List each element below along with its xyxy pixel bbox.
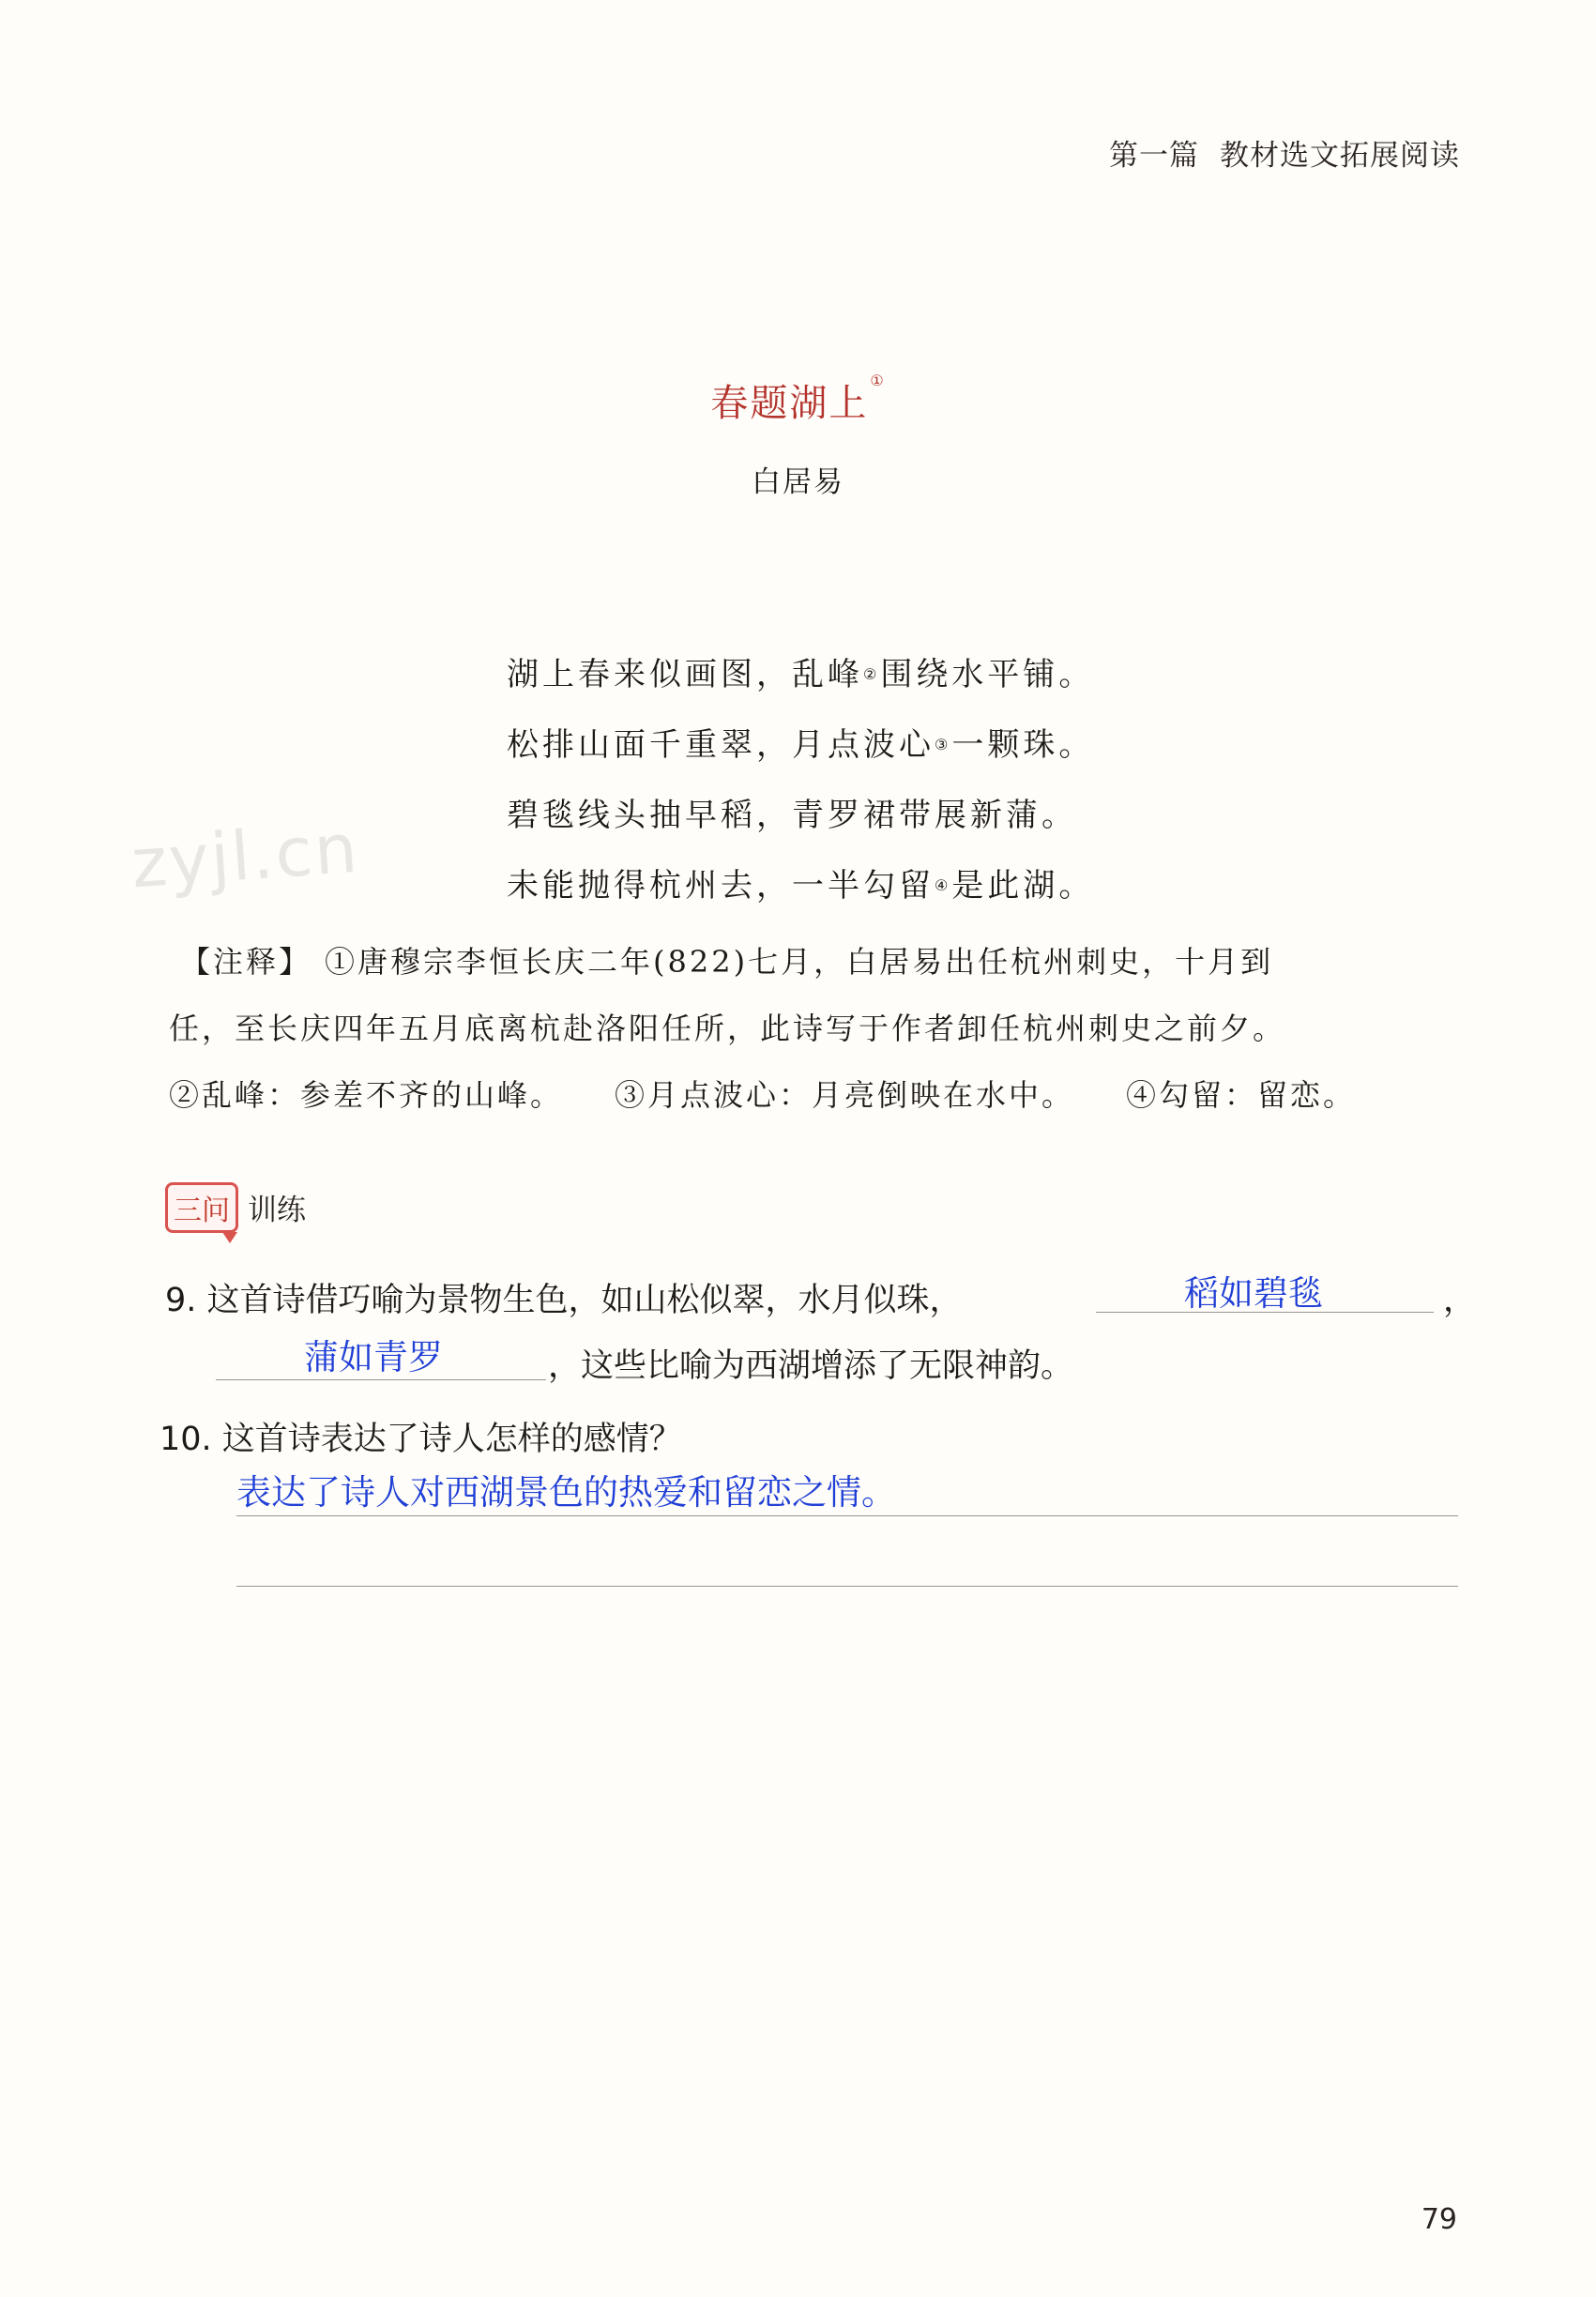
notes-line xyxy=(169,1062,1459,1129)
note-marker: ④ xyxy=(935,876,952,894)
poem-line xyxy=(507,651,1094,722)
poem-line-text: 一颗珠。 xyxy=(951,726,1095,764)
notes-line xyxy=(169,929,1459,996)
header-part: 第一篇 xyxy=(1109,139,1199,173)
handwritten-answer-1: 稻如碧毯 xyxy=(1184,1273,1323,1314)
note-marker: ③ xyxy=(935,736,952,753)
note-marker: ② xyxy=(863,665,881,683)
poem-line-text: 松排山面千重翠，月点波心 xyxy=(507,726,935,764)
notes-label: 【注释】 xyxy=(180,944,312,980)
note-item: ④勾留：留恋。 xyxy=(1126,1077,1357,1113)
poem-notes xyxy=(169,929,1459,1129)
page-number: 79 xyxy=(1421,2203,1457,2236)
poem-title-note-marker: ① xyxy=(870,372,886,389)
poem-line-text: 湖上春来似画图，乱峰 xyxy=(507,656,863,693)
watermark: zyjl.cn xyxy=(129,808,362,904)
section-badge: 三问 xyxy=(165,1182,238,1233)
poem-line xyxy=(507,722,1094,792)
question-9-tail: ，这些比喻为西湖增添了无限神韵。 xyxy=(548,1347,1074,1385)
poem-title xyxy=(0,373,1596,427)
poem-line-text: 是此湖。 xyxy=(951,867,1095,905)
notes-line xyxy=(169,996,1459,1062)
section-label: 训练 xyxy=(248,1194,306,1227)
question-10-text: 10. 这首诗表达了诗人怎样的感情？ xyxy=(160,1421,682,1458)
question-9-comma: ， xyxy=(1443,1282,1477,1319)
handwritten-answer-2: 蒲如青罗 xyxy=(304,1337,443,1377)
answer-line-2[interactable] xyxy=(236,1586,1458,1587)
note-text: 任，至长庆四年五月底离杭赴洛阳任所，此诗写于作者卸任杭州刺史之前夕。 xyxy=(169,1011,1286,1046)
note-text: ①唐穆宗李恒长庆二年(822)七月，白居易出任杭州刺史，十月到 xyxy=(325,944,1274,980)
answer-line-1[interactable] xyxy=(236,1515,1458,1516)
poem-line-text: 未能抛得杭州去，一半勾留 xyxy=(507,867,935,905)
poem-line-text: 围绕水平铺。 xyxy=(880,656,1095,693)
header-section: 教材选文拓展阅读 xyxy=(1220,139,1460,173)
poem-author: 白居易 xyxy=(752,465,844,499)
handwritten-answer-3: 表达了诗人对西湖景色的热爱和留恋之情。 xyxy=(236,1472,896,1513)
poem-line-text: 碧毯线头抽早稻，青罗裙带展新蒲。 xyxy=(507,797,1077,834)
question-9-text: 9. 这首诗借巧喻为景物生色，如山松似翠，水月似珠， xyxy=(165,1282,963,1319)
note-item: ②乱峰：参差不齐的山峰。 xyxy=(169,1077,564,1113)
answer-blank-2[interactable] xyxy=(216,1379,546,1380)
poem-body xyxy=(507,651,1094,933)
poem-title-text: 春题湖上 xyxy=(710,382,869,425)
question-9 xyxy=(165,1274,963,1321)
poem-line xyxy=(507,862,1094,933)
page-header xyxy=(1109,131,1460,174)
question-10 xyxy=(160,1413,682,1460)
note-item: ③月点波心：月亮倒映在水中。 xyxy=(615,1077,1075,1113)
section-header xyxy=(165,1182,306,1231)
poem-line xyxy=(507,792,1094,862)
